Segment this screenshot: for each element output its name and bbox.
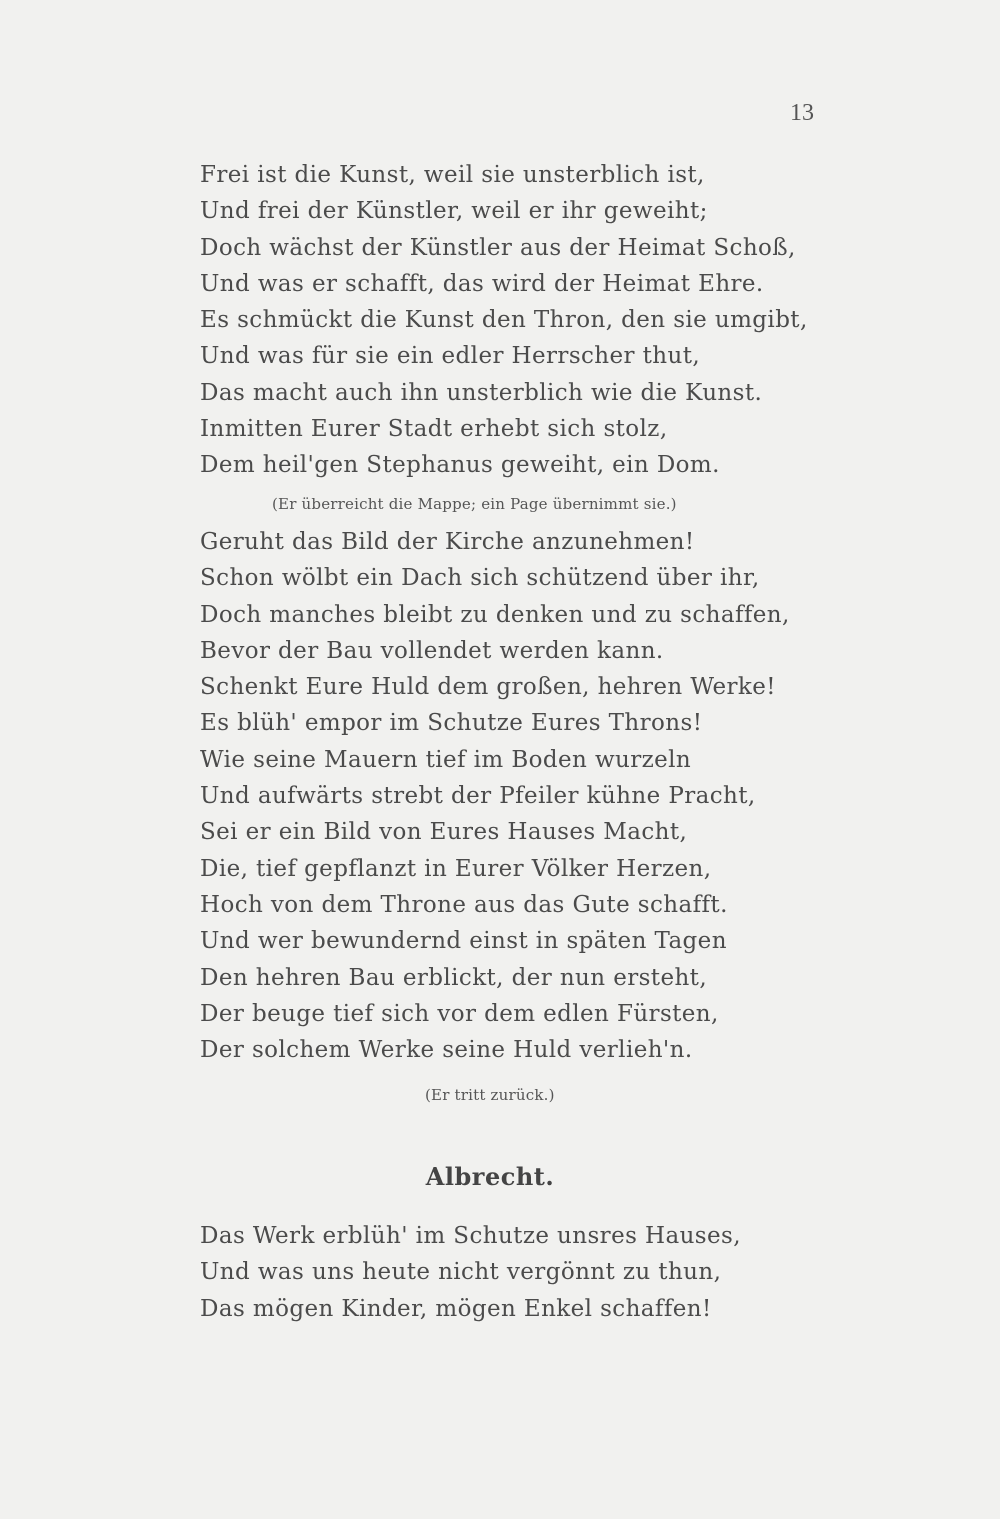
verse-stanza	[200, 1218, 760, 1327]
speaker-name: Albrecht.	[425, 1162, 555, 1191]
verse-line: Hoch von dem Throne aus das Gute schafft.	[200, 891, 728, 918]
verse-line: Das mögen Kinder, mögen Enkel schaffen!	[200, 1295, 712, 1322]
verse-line: Frei ist die Kunst, weil sie unsterblich ist,	[200, 162, 705, 188]
verse-line: Und was er schafft, das wird der Heimat Ehre.	[200, 270, 764, 297]
verse-line: Es schmückt die Kunst den Thron, den sie umgibt,	[200, 307, 808, 334]
verse-line: Es blüh' empor im Schutze Eures Throns!	[200, 710, 703, 737]
verse-line: Doch manches bleibt zu denken und zu schaffen,	[200, 601, 790, 628]
verse-line: Und aufwärts strebt der Pfeiler kühne Pracht,	[200, 783, 756, 810]
verse-line: Inmitten Eurer Stadt erhebt sich stolz,	[200, 416, 668, 443]
verse-line: Bevor der Bau vollendet werden kann.	[200, 637, 664, 664]
verse-stanza	[200, 157, 808, 484]
verse-line: Die, tief gepflanzt in Eurer Völker Herzen,	[200, 855, 712, 882]
page-number: 13	[790, 100, 814, 126]
verse-line: Dem heil'gen Stephanus geweiht, ein Dom.	[200, 452, 720, 479]
verse-line: Schon wölbt ein Dach sich schützend über ihr,	[200, 565, 760, 592]
verse-line: Der beuge tief sich vor dem edlen Fürsten,	[200, 1000, 719, 1027]
verse-line: Sei er ein Bild von Eures Hauses Macht,	[200, 819, 688, 846]
verse-line: Und was uns heute nicht vergönnt zu thun,	[200, 1259, 722, 1286]
verse-line: Das Werk erblüh' im Schutze unsres Hauses,	[200, 1223, 741, 1249]
verse-stanza	[200, 524, 790, 1068]
verse-line: Schenkt Eure Huld dem großen, hehren Werke!	[200, 674, 776, 701]
stage-direction: (Er tritt zurück.)	[425, 1086, 555, 1104]
verse-line: Doch wächst der Künstler aus der Heimat Schoß,	[200, 234, 796, 261]
stage-direction: (Er überreicht die Mappe; ein Page übernimmt sie.)	[272, 495, 677, 513]
verse-line: Der solchem Werke seine Huld verlieh'n.	[200, 1037, 693, 1064]
verse-line: Wie seine Mauern tief im Boden wurzeln	[200, 746, 692, 773]
verse-line: Den hehren Bau erblickt, der nun ersteht,	[200, 964, 708, 991]
verse-line: Und was für sie ein edler Herrscher thut,	[200, 343, 701, 370]
verse-line: Das macht auch ihn unsterblich wie die Kunst.	[200, 379, 763, 406]
verse-line: Und frei der Künstler, weil er ihr geweiht;	[200, 198, 708, 225]
verse-line: Und wer bewundernd einst in späten Tagen	[200, 928, 727, 955]
verse-line: Geruht das Bild der Kirche anzunehmen!	[200, 529, 695, 555]
